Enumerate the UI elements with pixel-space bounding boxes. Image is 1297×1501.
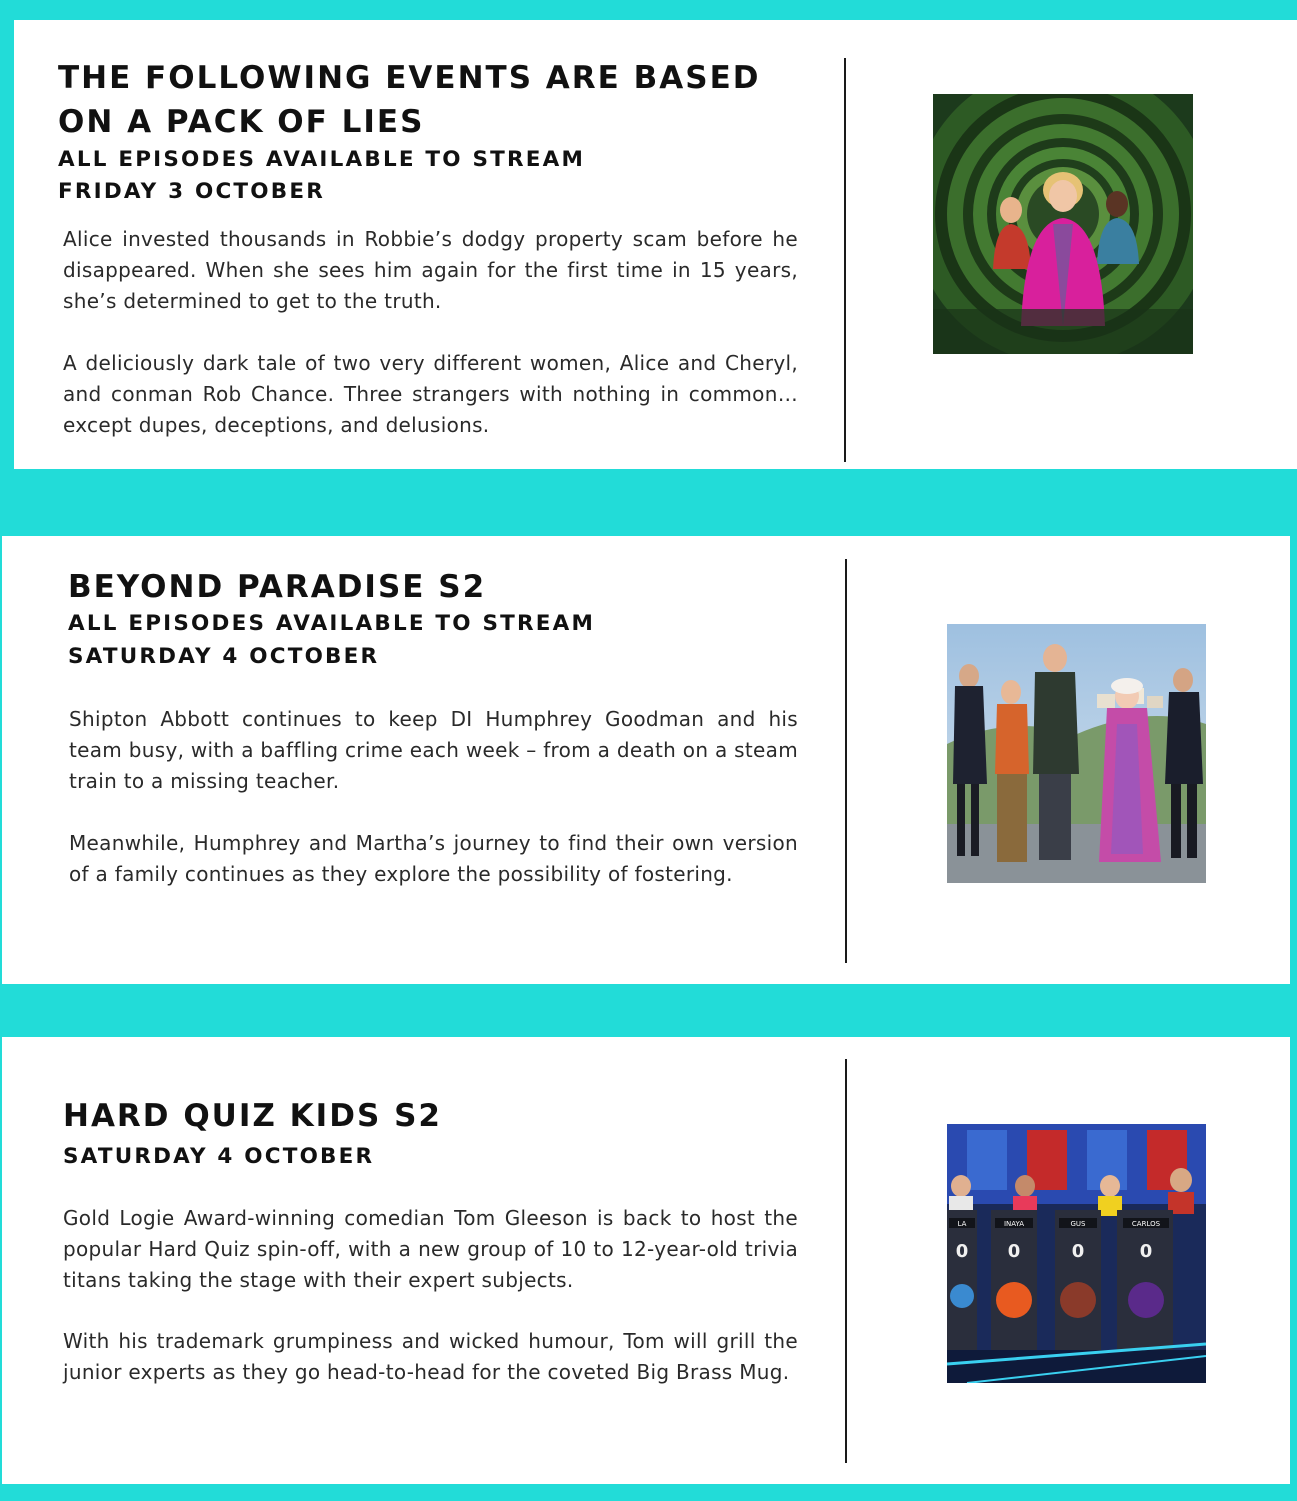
release-date: SATURDAY 4 OCTOBER bbox=[68, 644, 380, 669]
podium-name: GUS bbox=[1070, 1220, 1086, 1228]
show-card-beyond-paradise bbox=[2, 536, 1290, 984]
column-divider bbox=[844, 58, 846, 462]
podium-name: LA bbox=[957, 1220, 967, 1228]
synopsis-paragraph: Meanwhile, Humphrey and Martha’s journey to find their own version of a family continues as they explore the possibility of fostering. bbox=[69, 831, 798, 886]
show-image-hard-quiz-kids[interactable] bbox=[947, 1124, 1206, 1383]
column-divider bbox=[845, 559, 847, 963]
show-card-pack-of-lies bbox=[14, 20, 1297, 469]
show-card-hard-quiz-kids bbox=[2, 1037, 1290, 1484]
release-date: FRIDAY 3 OCTOBER bbox=[58, 179, 325, 204]
synopsis-paragraph: A deliciously dark tale of two very different women, Alice and Cheryl, and conman Rob Chance. Three strangers with nothing in common… except dupes, deceptions, and delusions. bbox=[63, 351, 798, 437]
podium-name: CARLOS bbox=[1131, 1220, 1161, 1228]
podium-score: 0 bbox=[955, 1241, 969, 1262]
show-title: HARD QUIZ KIDS S2 bbox=[63, 1098, 442, 1134]
podium-score: 0 bbox=[1007, 1241, 1021, 1262]
quiz-set-illustration bbox=[947, 1124, 1206, 1383]
availability-text: ALL EPISODES AVAILABLE TO STREAM bbox=[68, 611, 596, 636]
podium-score: 0 bbox=[1071, 1241, 1085, 1262]
show-title: BEYOND PARADISE S2 bbox=[68, 569, 487, 605]
synopsis-paragraph: Gold Logie Award-winning comedian Tom Gleeson is back to host the popular Hard Quiz spin-off, with a new group of 10 to 12-year-old trivia titans taking the stage with their expert subjects. bbox=[63, 1206, 798, 1292]
column-divider bbox=[845, 1059, 847, 1463]
show-image-beyond-paradise[interactable] bbox=[947, 624, 1206, 883]
podium-name: INAYA bbox=[1003, 1220, 1025, 1228]
release-date: SATURDAY 4 OCTOBER bbox=[63, 1144, 375, 1169]
show-image-pack-of-lies[interactable] bbox=[933, 94, 1193, 354]
cast-photo-illustration bbox=[947, 624, 1206, 883]
availability-text: ALL EPISODES AVAILABLE TO STREAM bbox=[58, 147, 586, 172]
synopsis-paragraph: With his trademark grumpiness and wicked humour, Tom will grill the junior experts as they go head-to-head for the coveted Big Brass Mug. bbox=[63, 1329, 798, 1384]
hedge-maze-illustration bbox=[933, 94, 1193, 354]
synopsis-paragraph: Alice invested thousands in Robbie’s dodgy property scam before he disappeared. When she sees him again for the first time in 15 years, she’s determined to get to the truth. bbox=[63, 227, 798, 313]
show-title: THE FOLLOWING EVENTS ARE BASED ON A PACK OF LIES bbox=[58, 60, 761, 140]
podium-score: 0 bbox=[1139, 1241, 1153, 1262]
synopsis-paragraph: Shipton Abbott continues to keep DI Humphrey Goodman and his team busy, with a baffling crime each week – from a death on a steam train to a missing teacher. bbox=[69, 707, 798, 793]
